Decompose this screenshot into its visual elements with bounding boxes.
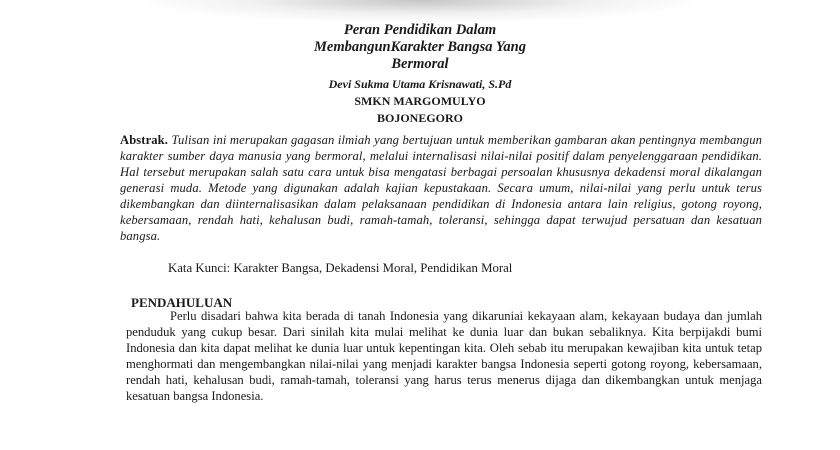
section-heading: PENDAHULUAN bbox=[131, 295, 233, 310]
author-city: BOJONEGORO bbox=[376, 111, 463, 125]
abstract bbox=[120, 132, 762, 244]
title-line-1: Peran Pendidikan Dalam bbox=[343, 22, 497, 38]
page-top-shadow bbox=[150, 0, 690, 22]
abstract-text: Tulisan ini merupakan gagasan ilmiah yang bertujuan untuk memberikan gambaran akan pentingnya membangun karakter sumber daya manusia yang bermoral, melalui internalisasi nilai-nilai positif dalam penyelenggaraan pendidikan. Hal tersebut merupakan salah satu cara untuk bisa mengatasi berbagai persoalan khususnya dekadensi moral dikalangan generasi muda. Metode yang digunakan adalah kajian kepustakaan. Secara umum, nilai-nilai yang perlu untuk terus dikembangkan dan diinternalisasikan dalam pelaksanaan pendidikan di Indonesia antara lain religius, gotong royong, kebersamaan, rendah hati, kehalusan budi, ramah-tamah, toleransi, sehingga dapat terwujud persatuan dan kesatuan bangsa. bbox=[120, 133, 762, 243]
title-line-3: Bermoral bbox=[391, 56, 449, 72]
intro-paragraph: Perlu disadari bahwa kita berada di tanah Indonesia yang dikaruniai kekayaan alam, kekayaan budaya dan jumlah penduduk yang cukup besar. Dari sinilah kita mulai melihat ke dunia luar dan bukan sebaliknya. Kita berpijakdi bumi Indonesia dan kita dapat melihat ke dunia luar untuk kepentingan kita. Oleh sebab itu merupakan kewajiban kita untuk tetap menghormati dan mengembangkan nilai-nilai yang menjadi karakter bangsa Indonesia seperti gotong royong, kebersamaan, rendah hati, kehalusan budi, ramah-tamah, toleransi yang harus terus menerus dijaga dan dikembangkan untuk menjaga kesatuan bangsa Indonesia. bbox=[126, 309, 762, 403]
section-body bbox=[126, 308, 762, 404]
abstract-label: Abstrak. bbox=[120, 133, 169, 147]
paper-title bbox=[120, 22, 720, 73]
author-school: SMKN MARGOMULYO bbox=[354, 94, 486, 108]
author-name: Devi Sukma Utama Krisnawati, S.Pd bbox=[328, 77, 512, 91]
title-line-2: MembangunKarakter Bangsa Yang bbox=[314, 39, 526, 55]
keywords: Kata Kunci: Karakter Bangsa, Dekadensi Moral, Pendidikan Moral bbox=[168, 261, 513, 275]
author-block bbox=[120, 76, 720, 127]
